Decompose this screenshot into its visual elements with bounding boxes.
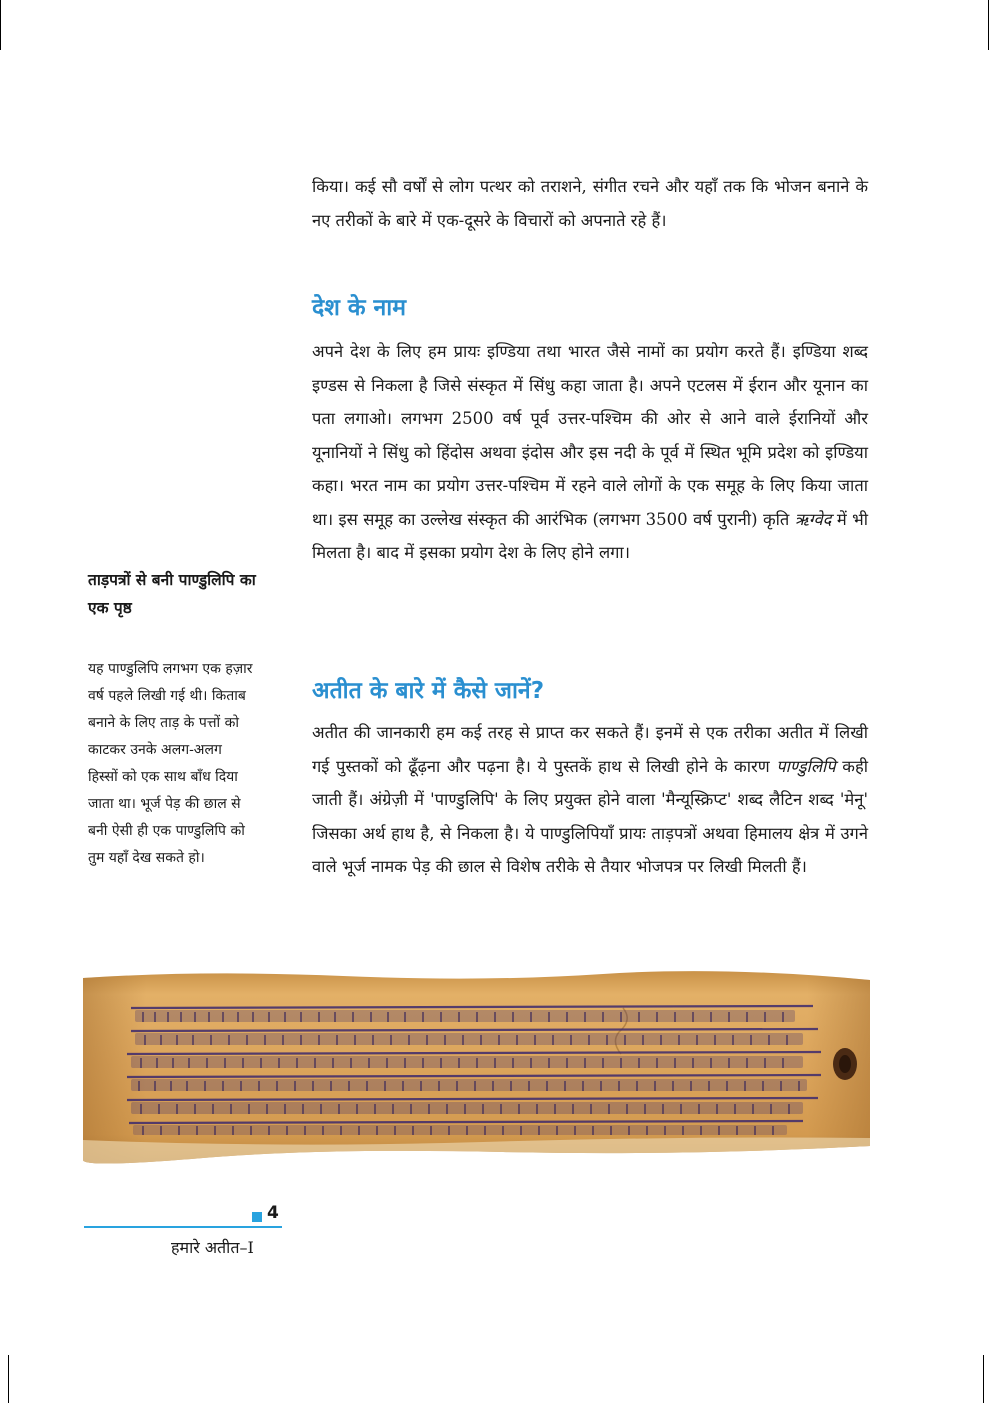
sidebar-caption: यह पाण्डुलिपि लगभग एक हज़ार वर्ष पहले लिखी गई थी। किताब बनाने के लिए ताड़ के पत्तों को काटकर उनके अलग-अलग हिस्सों को एक साथ बाँध दिया जाता था। भूर्ज पेड़ की छाल से बनी ऐसी ही एक पाण्डुलिपि को तुम यहाँ देख सकते हो। xyxy=(88,661,253,866)
country-names-text-a: अपने देश के लिए हम प्रायः इण्डिया तथा भारत जैसे नामों का प्रयोग करते हैं। इण्डिया शब्द इण्डस से निकला है जिसे संस्कृत में सिंधु कहा जाता है। अपने एटलस में ईरान और यूनान का पता लगाओ। लगभग 2500 वर्ष पूर्व उत्तर-पश्चिम की ओर से आने वाले ईरानियों और यूनानियों ने सिंधु को हिंदोस अथवा इंदोस और इस नदी के पूर्व में स्थित भूमि प्रदेश को इण्डिया कहा। भरत नाम का प्रयोग उत्तर-पश्चिम में रहने वाले लोगों के एक समूह के लिए किया जाता था। इस समूह का उल्लेख संस्कृत की आरंभिक (लगभग 3500 वर्ष पुरानी) कृति xyxy=(312,342,868,529)
crop-mark-bottom-left xyxy=(8,1355,9,1403)
intro-text: किया। कई सौ वर्षों से लोग पत्थर को तराशने, संगीत रचने और यहाँ तक कि भोजन बनाने के नए तरीकों के बारे में एक-दूसरे के विचारों को अपनाते रहे हैं। xyxy=(312,177,868,230)
knowing-past-text-b: कही जाती हैं। अंग्रेज़ी में 'पाण्डुलिपि' के लिए प्रयुक्त होने वाला 'मैन्यूस्क्रिप्ट' शब्द लैटिन शब्द 'मेनू' जिसका अर्थ हाथ है, से निकला है। ये पाण्डुलिपियाँ प्रायः ताड़पत्रों अथवा हिमालय क्षेत्र में उगने वाले भूर्ज नामक पेड़ की छाल से विशेष तरीके से तैयार भोजपत्र पर लिखी मिलती हैं। xyxy=(312,756,868,876)
country-names-paragraph xyxy=(312,335,868,570)
crop-mark-bottom-right xyxy=(983,1355,984,1403)
rigveda-term: ऋग्वेद xyxy=(794,509,832,529)
footer-rule xyxy=(84,1226,282,1228)
page-number: 4 xyxy=(267,1203,279,1223)
sidebar-title: ताड़पत्रों से बनी पाण्डुलिपि का एक पृष्ठ xyxy=(88,571,256,617)
book-title: हमारे अतीत–I xyxy=(171,1238,254,1257)
palm-leaf-manuscript-image xyxy=(83,968,870,1168)
intro-paragraph xyxy=(312,170,868,237)
section-heading-country-names: देश के नाम xyxy=(312,295,407,321)
knowing-past-text-a: अतीत की जानकारी हम कई तरह से प्राप्त कर सकते हैं। इनमें से एक तरीका अतीत में लिखी गई पुस्तकों को ढूँढ़ना और पढ़ना है। ये पुस्तकें हाथ से लिखी होने के कारण xyxy=(312,723,868,776)
crop-mark-top-right xyxy=(988,0,989,50)
footer-marker-square xyxy=(252,1212,262,1222)
manuscript-term: पाण्डुलिपि xyxy=(776,756,836,776)
knowing-past-paragraph xyxy=(312,716,868,884)
crop-mark-top-left xyxy=(0,0,1,50)
country-names-text-b: में भी मिलता है। बाद में इसका प्रयोग देश के लिए होने लगा। xyxy=(312,509,868,562)
section-heading-knowing-past: अतीत के बारे में कैसे जानें? xyxy=(312,678,545,704)
